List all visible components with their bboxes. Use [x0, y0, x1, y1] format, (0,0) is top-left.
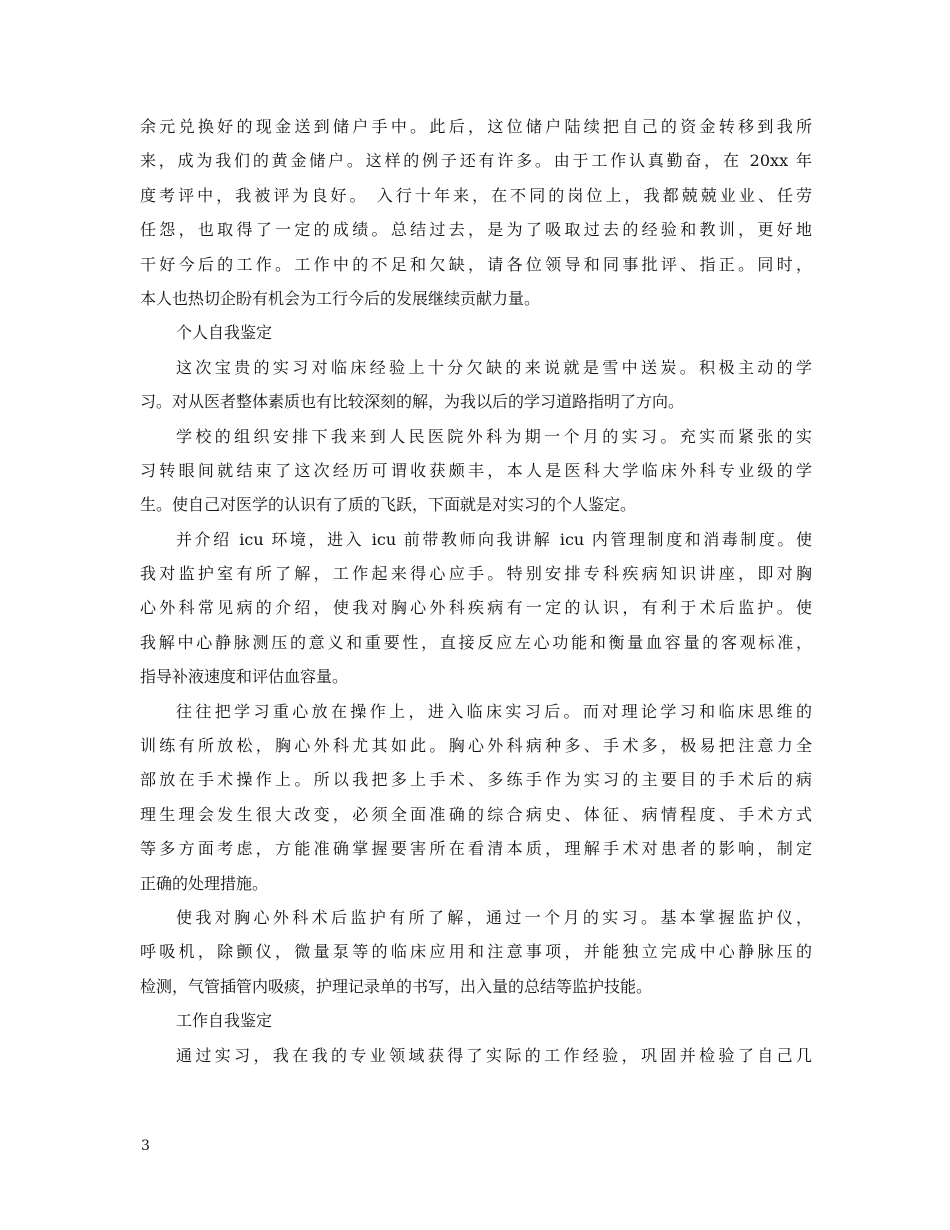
- text-line: 使我对胸心外科术后监护有所了解，通过一个月的实习。基本掌握监护仪，: [176, 907, 812, 927]
- text-line: 呼吸机，除颤仪，微量泵等的临床应用和注意事项，并能独立完成中心静脉压的: [140, 942, 812, 962]
- text-line: 通过实习，我在我的专业领域获得了实际的工作经验，巩固并检验了自己几: [176, 1045, 812, 1065]
- section-heading: 个人自我鉴定: [176, 323, 273, 343]
- text-line: 学校的组织安排下我来到人民医院外科为期一个月的实习。充实而紧张的实: [176, 426, 812, 446]
- text-line: 我解中心静脉测压的意义和重要性，直接反应左心功能和衡量血容量的客观标准，: [140, 632, 812, 652]
- text-line: 习。对从医者整体素质也有比较深刻的解，为我以后的学习道路指明了方向。: [140, 392, 685, 412]
- text-line: 这次宝贵的实习对临床经验上十分欠缺的来说就是雪中送炭。积极主动的学: [176, 357, 812, 377]
- text-line: 本人也热切企盼有机会为工行今后的发展继续贡献力量。: [140, 288, 541, 308]
- text-line: 并介绍 icu 环境，进入 icu 前带教师向我讲解 icu 内管理制度和消毒制度。使: [176, 529, 812, 549]
- document-body: [140, 110, 812, 1073]
- text-line: 来，成为我们的黄金储户。这样的例子还有许多。由于工作认真勤奋，在 20xx 年: [140, 151, 812, 171]
- text-line: 检测，气管插管内吸痰，护理记录单的书写，出入量的总结等监护技能。: [140, 976, 653, 996]
- text-line: 任怨，也取得了一定的成绩。总结过去，是为了吸取过去的经验和教训，更好地: [140, 220, 812, 240]
- section-heading: 工作自我鉴定: [176, 1011, 273, 1031]
- text-line: 余元兑换好的现金送到储户手中。此后，这位储户陆续把自己的资金转移到我所: [140, 117, 812, 136]
- text-line: 生。使自己对医学的认识有了质的飞跃，下面就是对实习的个人鉴定。: [140, 495, 637, 515]
- text-line: 部放在手术操作上。所以我把多上手术、多练手作为实习的主要目的手术后的病: [140, 770, 812, 790]
- page-number: 3: [141, 1138, 150, 1154]
- text-line: 心外科常见病的介绍，使我对胸心外科疾病有一定的认识，有利于术后监护。使: [140, 598, 812, 618]
- text-line: 正确的处理措施。: [140, 873, 269, 893]
- text-line: 指导补液速度和评估血容量。: [140, 667, 349, 687]
- text-line: 训练有所放松，胸心外科尤其如此。胸心外科病种多、手术多，极易把注意力全: [140, 736, 812, 756]
- text-line: 我对监护室有所了解，工作起来得心应手。特别安排专科疾病知识讲座，即对胸: [140, 564, 812, 584]
- text-line: 习转眼间就结束了这次经历可谓收获颇丰，本人是医科大学临床外科专业级的学: [140, 460, 812, 480]
- text-line: 往往把学习重心放在操作上，进入临床实习后。而对理论学习和临床思维的: [176, 701, 812, 721]
- text-line: 等多方面考虑，方能准确掌握要害所在看清本质，理解手术对患者的影响，制定: [140, 839, 812, 859]
- text-line: 度考评中，我被评为良好。 入行十年来，在不同的岗位上，我都兢兢业业、任劳: [140, 185, 812, 205]
- text-line: 理生理会发生很大改变，必须全面准确的综合病史、体征、病情程度、手术方式: [140, 804, 812, 824]
- text-line: 干好今后的工作。工作中的不足和欠缺，请各位领导和同事批评、指正。同时，: [140, 254, 812, 274]
